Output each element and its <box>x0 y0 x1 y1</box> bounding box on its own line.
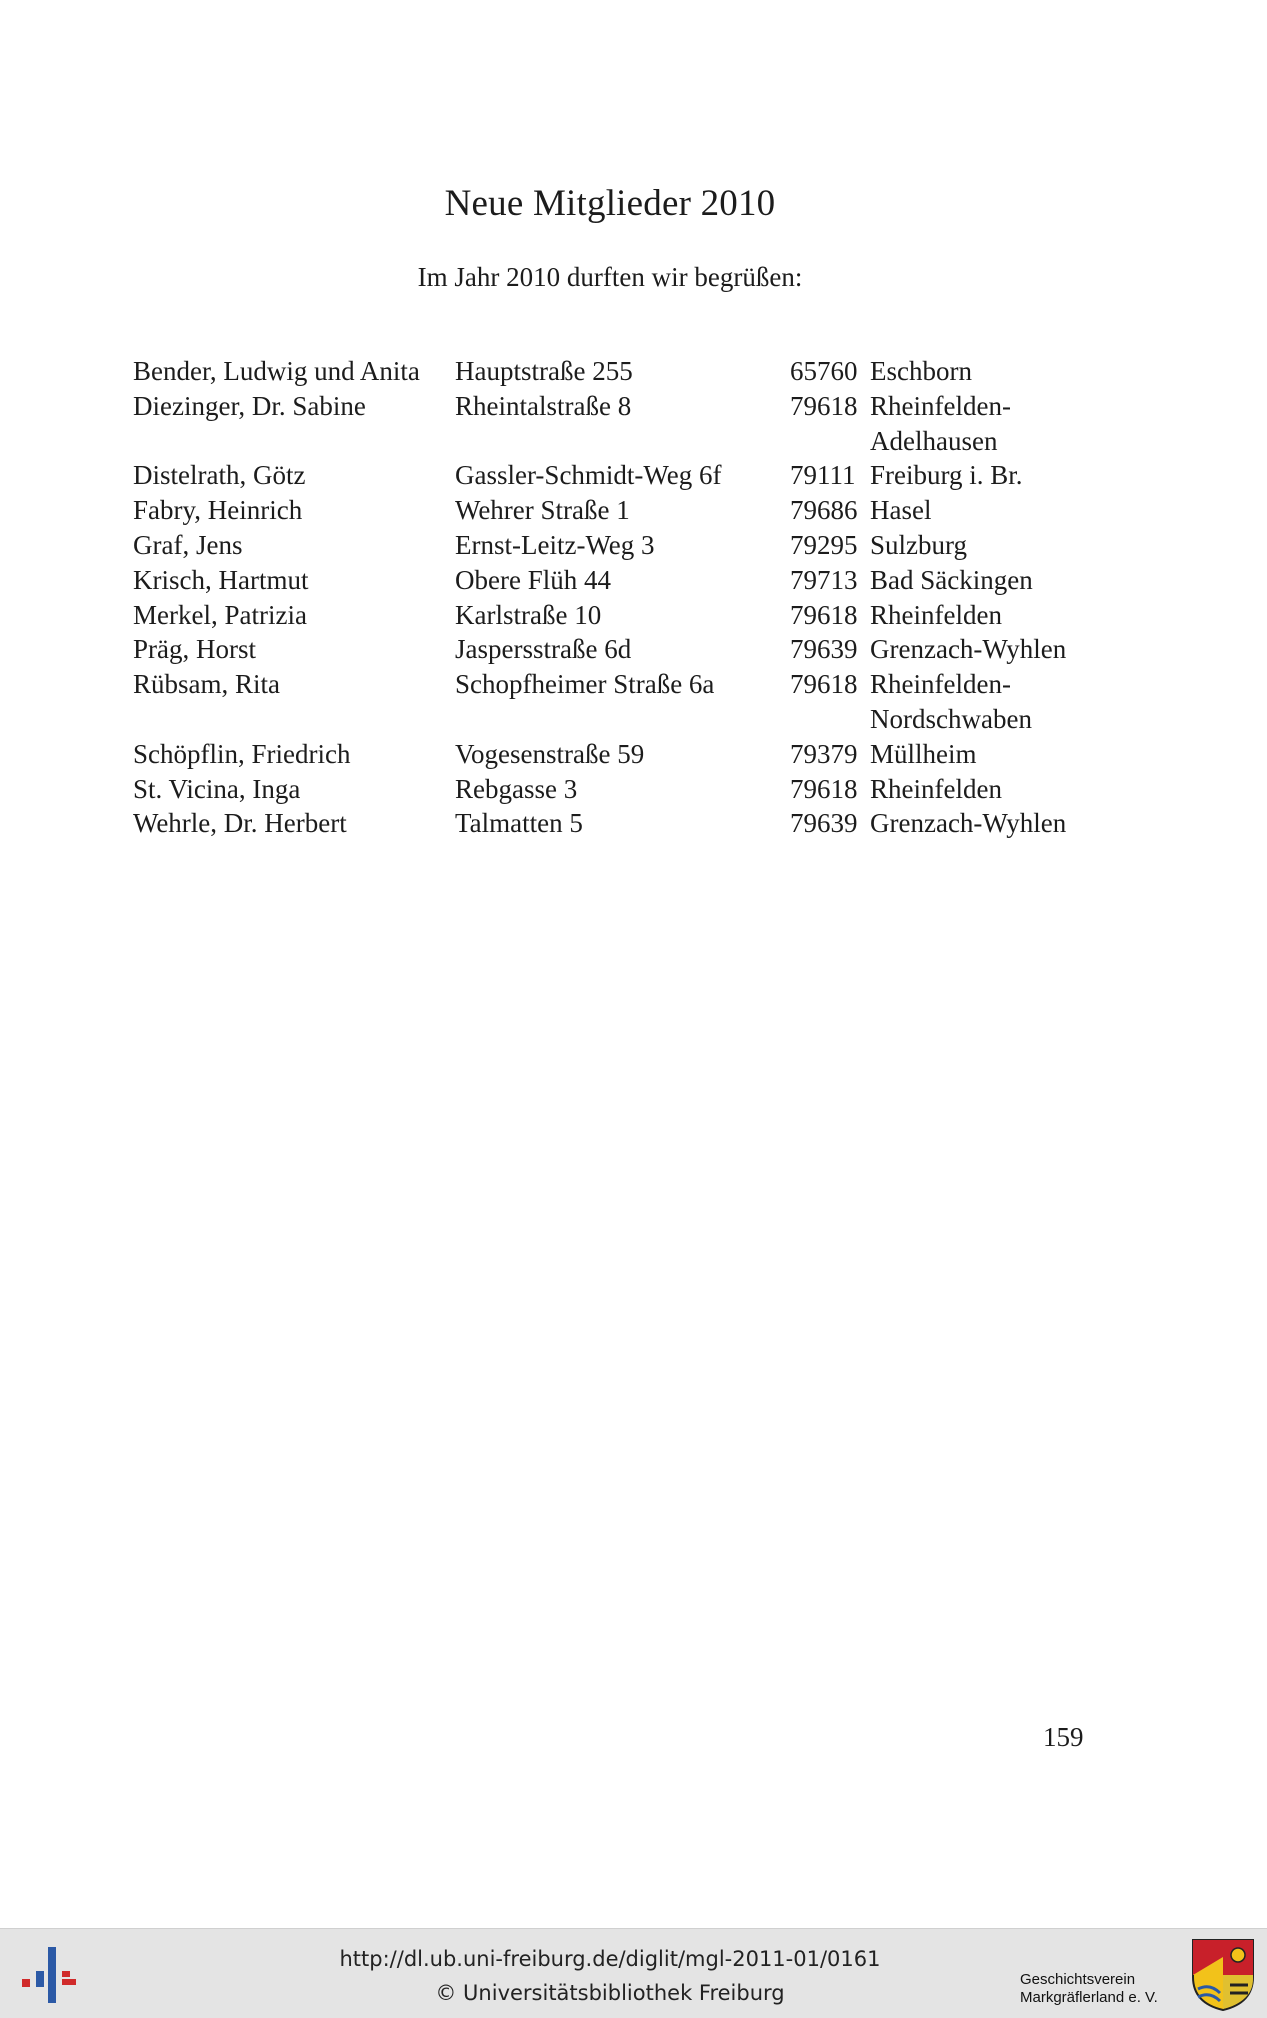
member-city <box>870 772 1100 807</box>
page-number: 159 <box>1043 1722 1084 1752</box>
member-street: Gassler-Schmidt-Weg 6f <box>455 460 722 491</box>
member-street: Wehrer Straße 1 <box>455 495 630 526</box>
member-row <box>133 458 1093 493</box>
page-subtitle: Im Jahr 2010 durften wir begrüßen: <box>417 262 803 292</box>
member-row <box>133 598 1093 633</box>
member-street: Hauptstraße 255 <box>455 356 633 386</box>
member-city <box>870 389 1100 459</box>
member-city <box>870 528 1100 563</box>
member-postal-code: 65760 <box>790 356 858 386</box>
member-street: Schopfheimer Straße 6a <box>455 669 715 700</box>
member-row <box>133 563 1093 598</box>
member-street: Vogesenstraße 59 <box>455 738 645 769</box>
member-name: Krisch, Hartmut <box>133 564 309 595</box>
member-city <box>870 493 1100 528</box>
society-crest-icon <box>1190 1937 1256 2013</box>
member-city-line1: Bad Säckingen <box>870 564 1033 595</box>
member-city <box>870 563 1100 598</box>
member-row <box>133 632 1093 667</box>
member-postal-code: 79639 <box>790 808 858 839</box>
member-row <box>133 354 1093 389</box>
member-row <box>133 737 1093 772</box>
member-street: Karlstraße 10 <box>455 599 602 630</box>
member-name: Distelrath, Götz <box>133 460 306 491</box>
copyright-text: © Universitätsbibliothek Freiburg <box>435 1981 785 2005</box>
member-postal-code: 79618 <box>790 390 858 421</box>
member-street: Obere Flüh 44 <box>455 564 611 595</box>
member-city-line1: Rheinfelden- <box>870 390 1011 421</box>
member-postal-code: 79713 <box>790 564 858 595</box>
member-city <box>870 598 1100 633</box>
member-postal-code: 79618 <box>790 773 858 804</box>
member-city-line1: Grenzach-Wyhlen <box>870 634 1067 665</box>
member-name: Diezinger, Dr. Sabine <box>133 390 366 421</box>
member-city-line1: Rheinfelden <box>870 599 1002 630</box>
member-name: Präg, Horst <box>133 634 256 665</box>
member-postal-code: 79379 <box>790 738 858 769</box>
member-name: St. Vicina, Inga <box>133 773 301 804</box>
member-postal-code: 79639 <box>790 634 858 665</box>
member-row <box>133 667 1093 737</box>
page-title: Neue Mitglieder 2010 <box>444 183 776 224</box>
member-name: Fabry, Heinrich <box>133 495 303 526</box>
member-street: Jaspersstraße 6d <box>455 634 632 665</box>
member-name: Graf, Jens <box>133 529 243 560</box>
member-row <box>133 493 1093 528</box>
member-row <box>133 528 1093 563</box>
member-street: Talmatten 5 <box>455 808 583 839</box>
society-name-line1: Geschichtsverein <box>1020 1971 1136 1988</box>
member-list <box>133 354 1093 841</box>
member-name: Wehrle, Dr. Herbert <box>133 808 347 839</box>
member-city-line1: Sulzburg <box>870 529 968 560</box>
member-row <box>133 806 1093 841</box>
member-city-line1: Müllheim <box>870 738 977 769</box>
member-name: Schöpflin, Friedrich <box>133 738 351 769</box>
member-city-line2: Nordschwaben <box>870 703 1032 734</box>
member-street: Rebgasse 3 <box>455 773 578 804</box>
member-city <box>870 458 1100 493</box>
member-street: Rheintalstraße 8 <box>455 390 632 421</box>
member-row <box>133 772 1093 807</box>
member-postal-code: 79686 <box>790 495 858 526</box>
society-name <box>1020 1971 1158 2007</box>
member-city <box>870 667 1100 737</box>
member-city <box>870 632 1100 667</box>
member-postal-code: 79618 <box>790 599 858 630</box>
society-name-line2: Markgräflerland e. V. <box>1020 1989 1158 2006</box>
member-city-line1: Rheinfelden- <box>870 669 1011 700</box>
member-postal-code: 79295 <box>790 529 858 560</box>
member-city-line1: Freiburg i. Br. <box>870 460 1023 491</box>
member-city <box>870 737 1100 772</box>
member-postal-code: 79618 <box>790 669 858 700</box>
member-city-line1: Grenzach-Wyhlen <box>870 808 1067 839</box>
member-city <box>870 354 1100 389</box>
member-city-line1: Rheinfelden <box>870 773 1002 804</box>
member-city <box>870 806 1100 841</box>
member-row <box>133 389 1093 459</box>
member-city-line2: Adelhausen <box>870 425 998 456</box>
member-street: Ernst-Leitz-Weg 3 <box>455 529 655 560</box>
member-name: Bender, Ludwig und Anita <box>133 356 420 386</box>
member-city-line1: Eschborn <box>870 356 972 386</box>
footer-bar <box>0 1928 1267 2018</box>
member-postal-code: 79111 <box>790 460 856 491</box>
member-name: Rübsam, Rita <box>133 669 280 700</box>
member-name: Merkel, Patrizia <box>133 599 307 630</box>
source-url-link[interactable]: http://dl.ub.uni-freiburg.de/diglit/mgl-2011-01/0161 <box>339 1947 881 1971</box>
member-city-line1: Hasel <box>870 495 932 526</box>
